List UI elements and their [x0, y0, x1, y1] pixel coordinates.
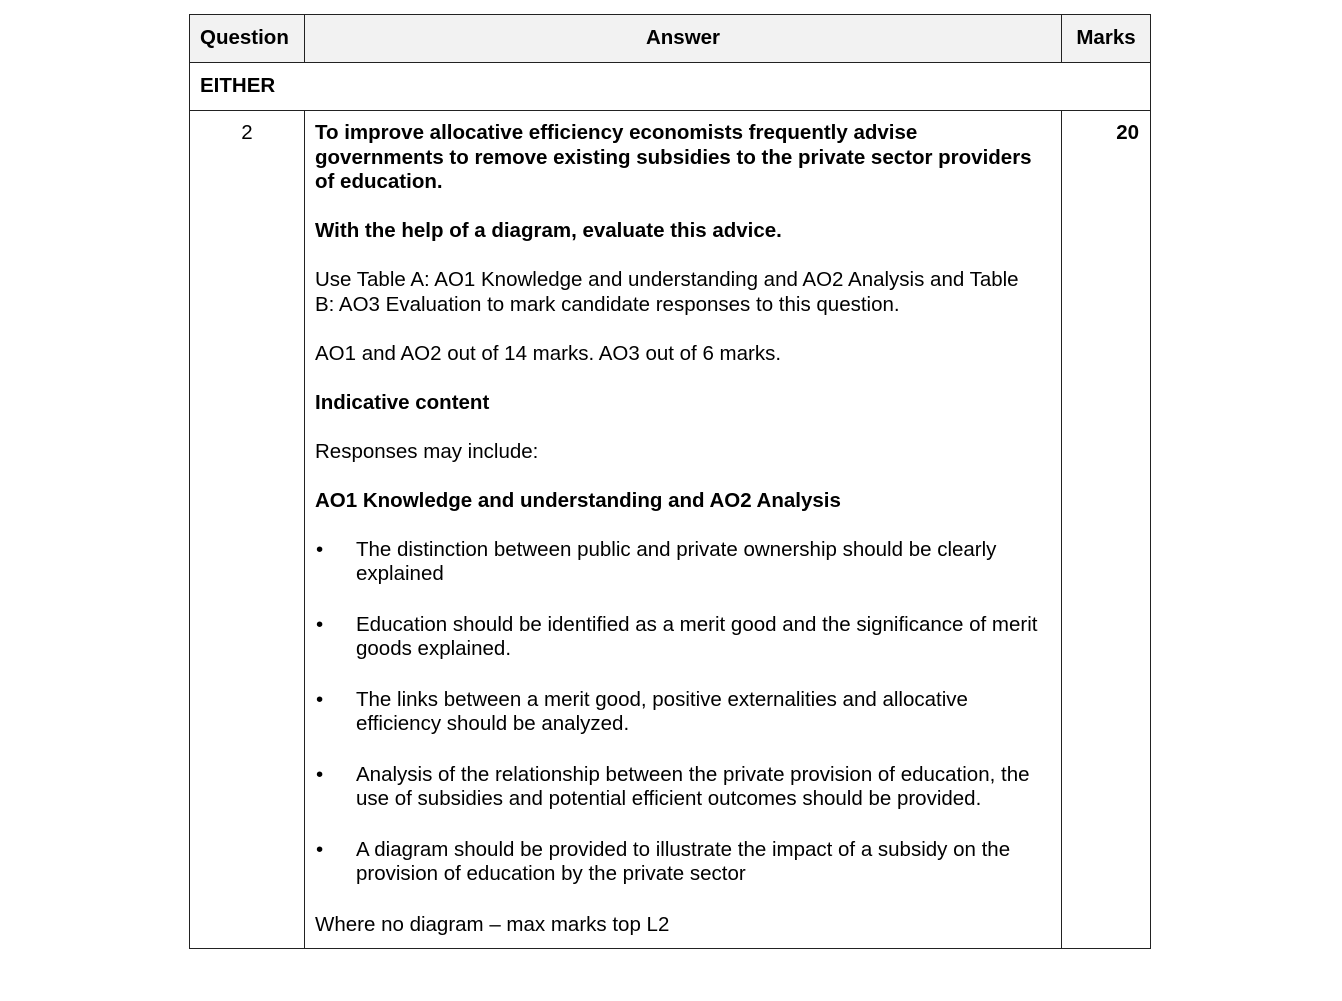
question-marks: 20 — [1062, 111, 1151, 949]
answer-cell — [305, 111, 1062, 949]
indicative-content-heading: Indicative content — [315, 390, 490, 414]
bullet-glyph: • — [316, 762, 324, 786]
marking-tables-note: Use Table A: AO1 Knowledge and understanding and AO2 Analysis and Table B: AO3 Evaluation to mark candidate responses to this question. — [315, 268, 1019, 316]
bullet-item — [315, 763, 1043, 812]
bullet-text: A diagram should be provided to illustrate the impact of a subsidy on the provision of education by the private sector — [356, 837, 1011, 885]
bullet-glyph: • — [316, 537, 324, 561]
question-row — [190, 111, 1151, 949]
question-number: 2 — [190, 111, 305, 949]
bullet-glyph: • — [316, 837, 324, 861]
indicative-bullets — [315, 538, 1043, 887]
mark-split-note: AO1 and AO2 out of 14 marks. AO3 out of 6 marks. — [315, 341, 782, 365]
bullet-item — [315, 613, 1043, 662]
bullet-item — [315, 688, 1043, 737]
question-prompt: To improve allocative efficiency economists frequently advise governments to remove existing subsidies to the private sector providers of education. — [315, 121, 1032, 193]
question-instruction: With the help of a diagram, evaluate this advice. — [315, 219, 782, 242]
bullet-glyph: • — [316, 612, 324, 636]
bullet-text: The distinction between public and private ownership should be clearly explained — [356, 537, 997, 585]
bullet-text: The links between a merit good, positive externalities and allocative efficiency should be analyzed. — [356, 687, 968, 735]
bullet-glyph: • — [316, 687, 324, 711]
diagram-note: Where no diagram – max marks top L2 — [315, 912, 670, 936]
bullet-item — [315, 538, 1043, 587]
responses-intro: Responses may include: — [315, 439, 539, 463]
bullet-text: Education should be identified as a merit good and the significance of merit goods explained. — [356, 612, 1038, 660]
marks-column-header: Marks — [1062, 15, 1151, 63]
mark-scheme-table — [189, 14, 1151, 949]
ao-heading: AO1 Knowledge and understanding and AO2 Analysis — [315, 488, 841, 512]
question-column-header: Question — [190, 15, 305, 63]
either-label: EITHER — [190, 63, 1151, 111]
bullet-item — [315, 838, 1043, 887]
answer-column-header: Answer — [305, 15, 1062, 63]
header-row — [190, 15, 1151, 63]
bullet-text: Analysis of the relationship between the private provision of education, the use of subsidies and potential efficient outcomes should be provided. — [356, 762, 1030, 810]
section-row — [190, 63, 1151, 111]
